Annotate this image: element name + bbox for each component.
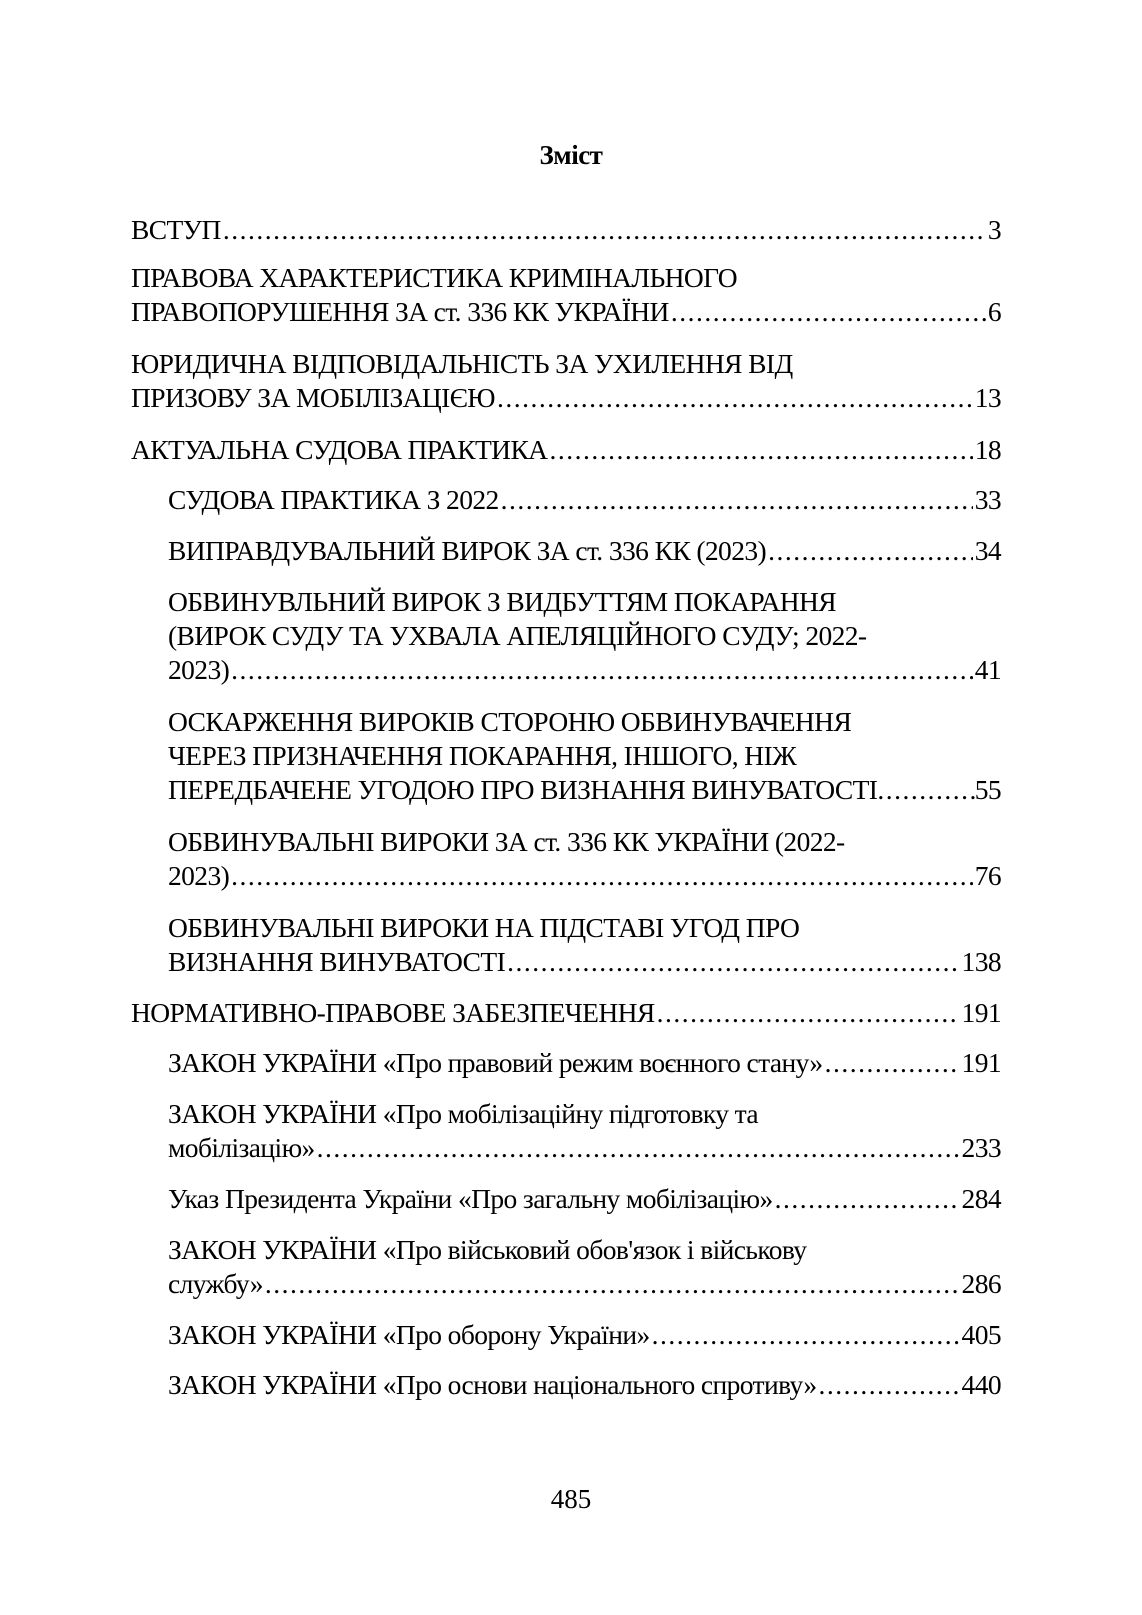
toc-entry-page: 3 <box>987 214 1001 245</box>
toc-entry-page: 6 <box>987 296 1001 327</box>
dot-leader <box>231 653 973 687</box>
toc-entry-last-line <box>168 534 1001 568</box>
dot-leader <box>819 1368 960 1402</box>
toc-entry-plea-agreement-verdicts[interactable] <box>168 911 1001 979</box>
toc-entry-legal-liability[interactable] <box>131 347 1001 415</box>
toc-entry-line: ЗАКОН УКРАЇНИ «Про військовий обов'язок і військову <box>168 1234 807 1265</box>
dot-leader <box>768 534 973 568</box>
toc-entry-title: ПЕРЕДБАЧЕНЕ УГОДОЮ ПРО ВИЗНАННЯ ВИНУВАТОСТІ <box>168 774 878 805</box>
toc-entry-last-line <box>168 773 1001 807</box>
toc-entry-title: ВИПРАВДУВАЛЬНИЙ ВИРОК ЗА ст. 336 КК (2023) <box>168 535 767 566</box>
toc-entry-page: 233 <box>961 1132 1001 1163</box>
dot-leader <box>501 483 973 517</box>
toc-entry-line: ПРАВОВА ХАРАКТЕРИСТИКА КРИМІНАЛЬНОГО <box>131 262 738 293</box>
toc-entry-page: 138 <box>961 946 1001 977</box>
toc-entry-line: (ВИРОК СУДУ ТА УХВАЛА АПЕЛЯЦІЙНОГО СУДУ; 2022- <box>168 620 867 651</box>
dot-leader <box>549 433 972 467</box>
dot-leader <box>223 213 986 247</box>
toc-entry-line: ОБВИНУВАЛЬНІ ВИРОКИ ЗА ст. 336 КК УКРАЇНИ (2022- <box>168 826 845 857</box>
toc-entry-page: 405 <box>961 1319 1001 1350</box>
dot-leader <box>877 773 974 807</box>
toc-entry-page: 13 <box>974 382 1001 413</box>
toc-entry-last-line <box>131 433 1001 467</box>
toc-entry-law-military-duty[interactable] <box>168 1233 1001 1301</box>
toc-entry-title: СУДОВА ПРАКТИКА З 2022 <box>168 484 499 515</box>
toc-entry-court-practice-2022[interactable] <box>168 483 1001 517</box>
toc-entry-line: ЗАКОН УКРАЇНИ «Про мобілізаційну підготовку та <box>168 1098 758 1129</box>
toc-entry-law-defense[interactable] <box>168 1318 1001 1352</box>
dot-leader <box>507 945 959 979</box>
dot-leader <box>652 1318 960 1352</box>
toc-entry-last-line <box>131 381 1001 415</box>
toc-entry-title: ПРИЗОВУ ЗА МОБІЛІЗАЦІЄЮ <box>131 382 495 413</box>
toc-entry-last-line <box>168 1131 1001 1165</box>
toc-entry-last-line <box>168 483 1001 517</box>
toc-entry-line: ОБВИНУВЛЬНИЙ ВИРОК З ВИДБУТТЯМ ПОКАРАННЯ <box>168 586 837 617</box>
toc-entry-page: 286 <box>961 1268 1001 1299</box>
toc-entry-title: АКТУАЛЬНА СУДОВА ПРАКТИКА <box>131 434 548 465</box>
toc-entry-law-mobilization-preparation[interactable] <box>168 1097 1001 1165</box>
toc-entry-court-practice[interactable] <box>131 433 1001 467</box>
dot-leader <box>657 996 960 1030</box>
page-number: 485 <box>550 1484 592 1514</box>
toc-entry-page: 440 <box>961 1369 1001 1400</box>
toc-entry-regulatory-framework[interactable] <box>131 996 1001 1030</box>
toc-entry-title: ПРАВОПОРУШЕННЯ ЗА ст. 336 КК УКРАЇНИ <box>131 296 669 327</box>
toc-entry-title: службу» <box>168 1268 263 1299</box>
toc-entry-page: 41 <box>974 654 1001 685</box>
toc-entry-last-line <box>168 859 1001 893</box>
toc-entry-page: 76 <box>974 860 1001 891</box>
toc-entry-legal-characteristics[interactable] <box>131 261 1001 329</box>
toc-entry-title: мобілізацію» <box>168 1132 315 1163</box>
toc-entry-law-martial-law[interactable] <box>168 1046 1001 1080</box>
toc-entry-last-line <box>168 1368 1001 1402</box>
dot-leader <box>671 295 986 329</box>
toc-entry-title: НОРМАТИВНО-ПРАВОВЕ ЗАБЕЗПЕЧЕННЯ <box>131 997 655 1028</box>
toc-entry-last-line <box>168 1318 1001 1352</box>
toc-entry-presidential-decree-mobilization[interactable] <box>168 1182 1001 1216</box>
toc-entry-title: Указ Президента України «Про загальну мобілізацію» <box>168 1183 773 1214</box>
toc-entry-last-line <box>131 295 1001 329</box>
dot-leader <box>825 1046 960 1080</box>
dot-leader <box>265 1267 960 1301</box>
dot-leader <box>497 381 973 415</box>
toc-entry-law-national-resistance[interactable] <box>168 1368 1001 1402</box>
toc-entry-page: 33 <box>974 484 1001 515</box>
toc-entry-last-line <box>168 945 1001 979</box>
page-title: Зміст <box>539 140 603 170</box>
toc-entry-title: ВИЗНАННЯ ВИНУВАТОСТІ <box>168 946 506 977</box>
toc-entry-title: 2023) <box>168 654 230 685</box>
toc-entry-acquittal[interactable] <box>168 534 1001 568</box>
toc-entry-title: 2023) <box>168 860 230 891</box>
toc-entry-page: 55 <box>974 774 1001 805</box>
toc-entry-guilty-verdicts-336[interactable] <box>168 825 1001 893</box>
toc-entry-line: ЧЕРЕЗ ПРИЗНАЧЕННЯ ПОКАРАННЯ, ІНШОГО, НІЖ <box>168 740 797 771</box>
toc-entry-last-line <box>131 213 1001 247</box>
toc-entry-last-line <box>168 653 1001 687</box>
dot-leader <box>317 1131 960 1165</box>
toc-entry-page: 18 <box>974 434 1001 465</box>
toc-entry-guilty-verdict-served[interactable] <box>168 585 1001 687</box>
toc-entry-page: 191 <box>961 997 1001 1028</box>
toc-entry-line: ОСКАРЖЕННЯ ВИРОКІВ СТОРОНЮ ОБВИНУВАЧЕННЯ <box>168 706 852 737</box>
toc-entry-page: 34 <box>974 535 1001 566</box>
toc-entry-last-line <box>131 996 1001 1030</box>
toc-entry-title: ЗАКОН УКРАЇНИ «Про правовий режим воєнного стану» <box>168 1047 823 1078</box>
toc-entry-last-line <box>168 1046 1001 1080</box>
toc-entry-line: ОБВИНУВАЛЬНІ ВИРОКИ НА ПІДСТАВІ УГОД ПРО <box>168 912 800 943</box>
dot-leader <box>775 1182 960 1216</box>
toc-entry-page: 191 <box>961 1047 1001 1078</box>
toc-entry-intro[interactable] <box>131 213 1001 247</box>
toc-entry-appeal-prosecution[interactable] <box>168 705 1001 807</box>
toc-entry-last-line <box>168 1267 1001 1301</box>
toc-entry-line: ЮРИДИЧНА ВІДПОВІДАЛЬНІСТЬ ЗА УХИЛЕННЯ ВІД <box>131 348 793 379</box>
toc-entry-title: ВСТУП <box>131 214 221 245</box>
toc-entry-last-line <box>168 1182 1001 1216</box>
toc-entry-title: ЗАКОН УКРАЇНИ «Про оборону України» <box>168 1319 650 1350</box>
dot-leader <box>231 859 973 893</box>
toc-entry-title: ЗАКОН УКРАЇНИ «Про основи національного спротиву» <box>168 1369 817 1400</box>
toc-entry-page: 284 <box>961 1183 1001 1214</box>
